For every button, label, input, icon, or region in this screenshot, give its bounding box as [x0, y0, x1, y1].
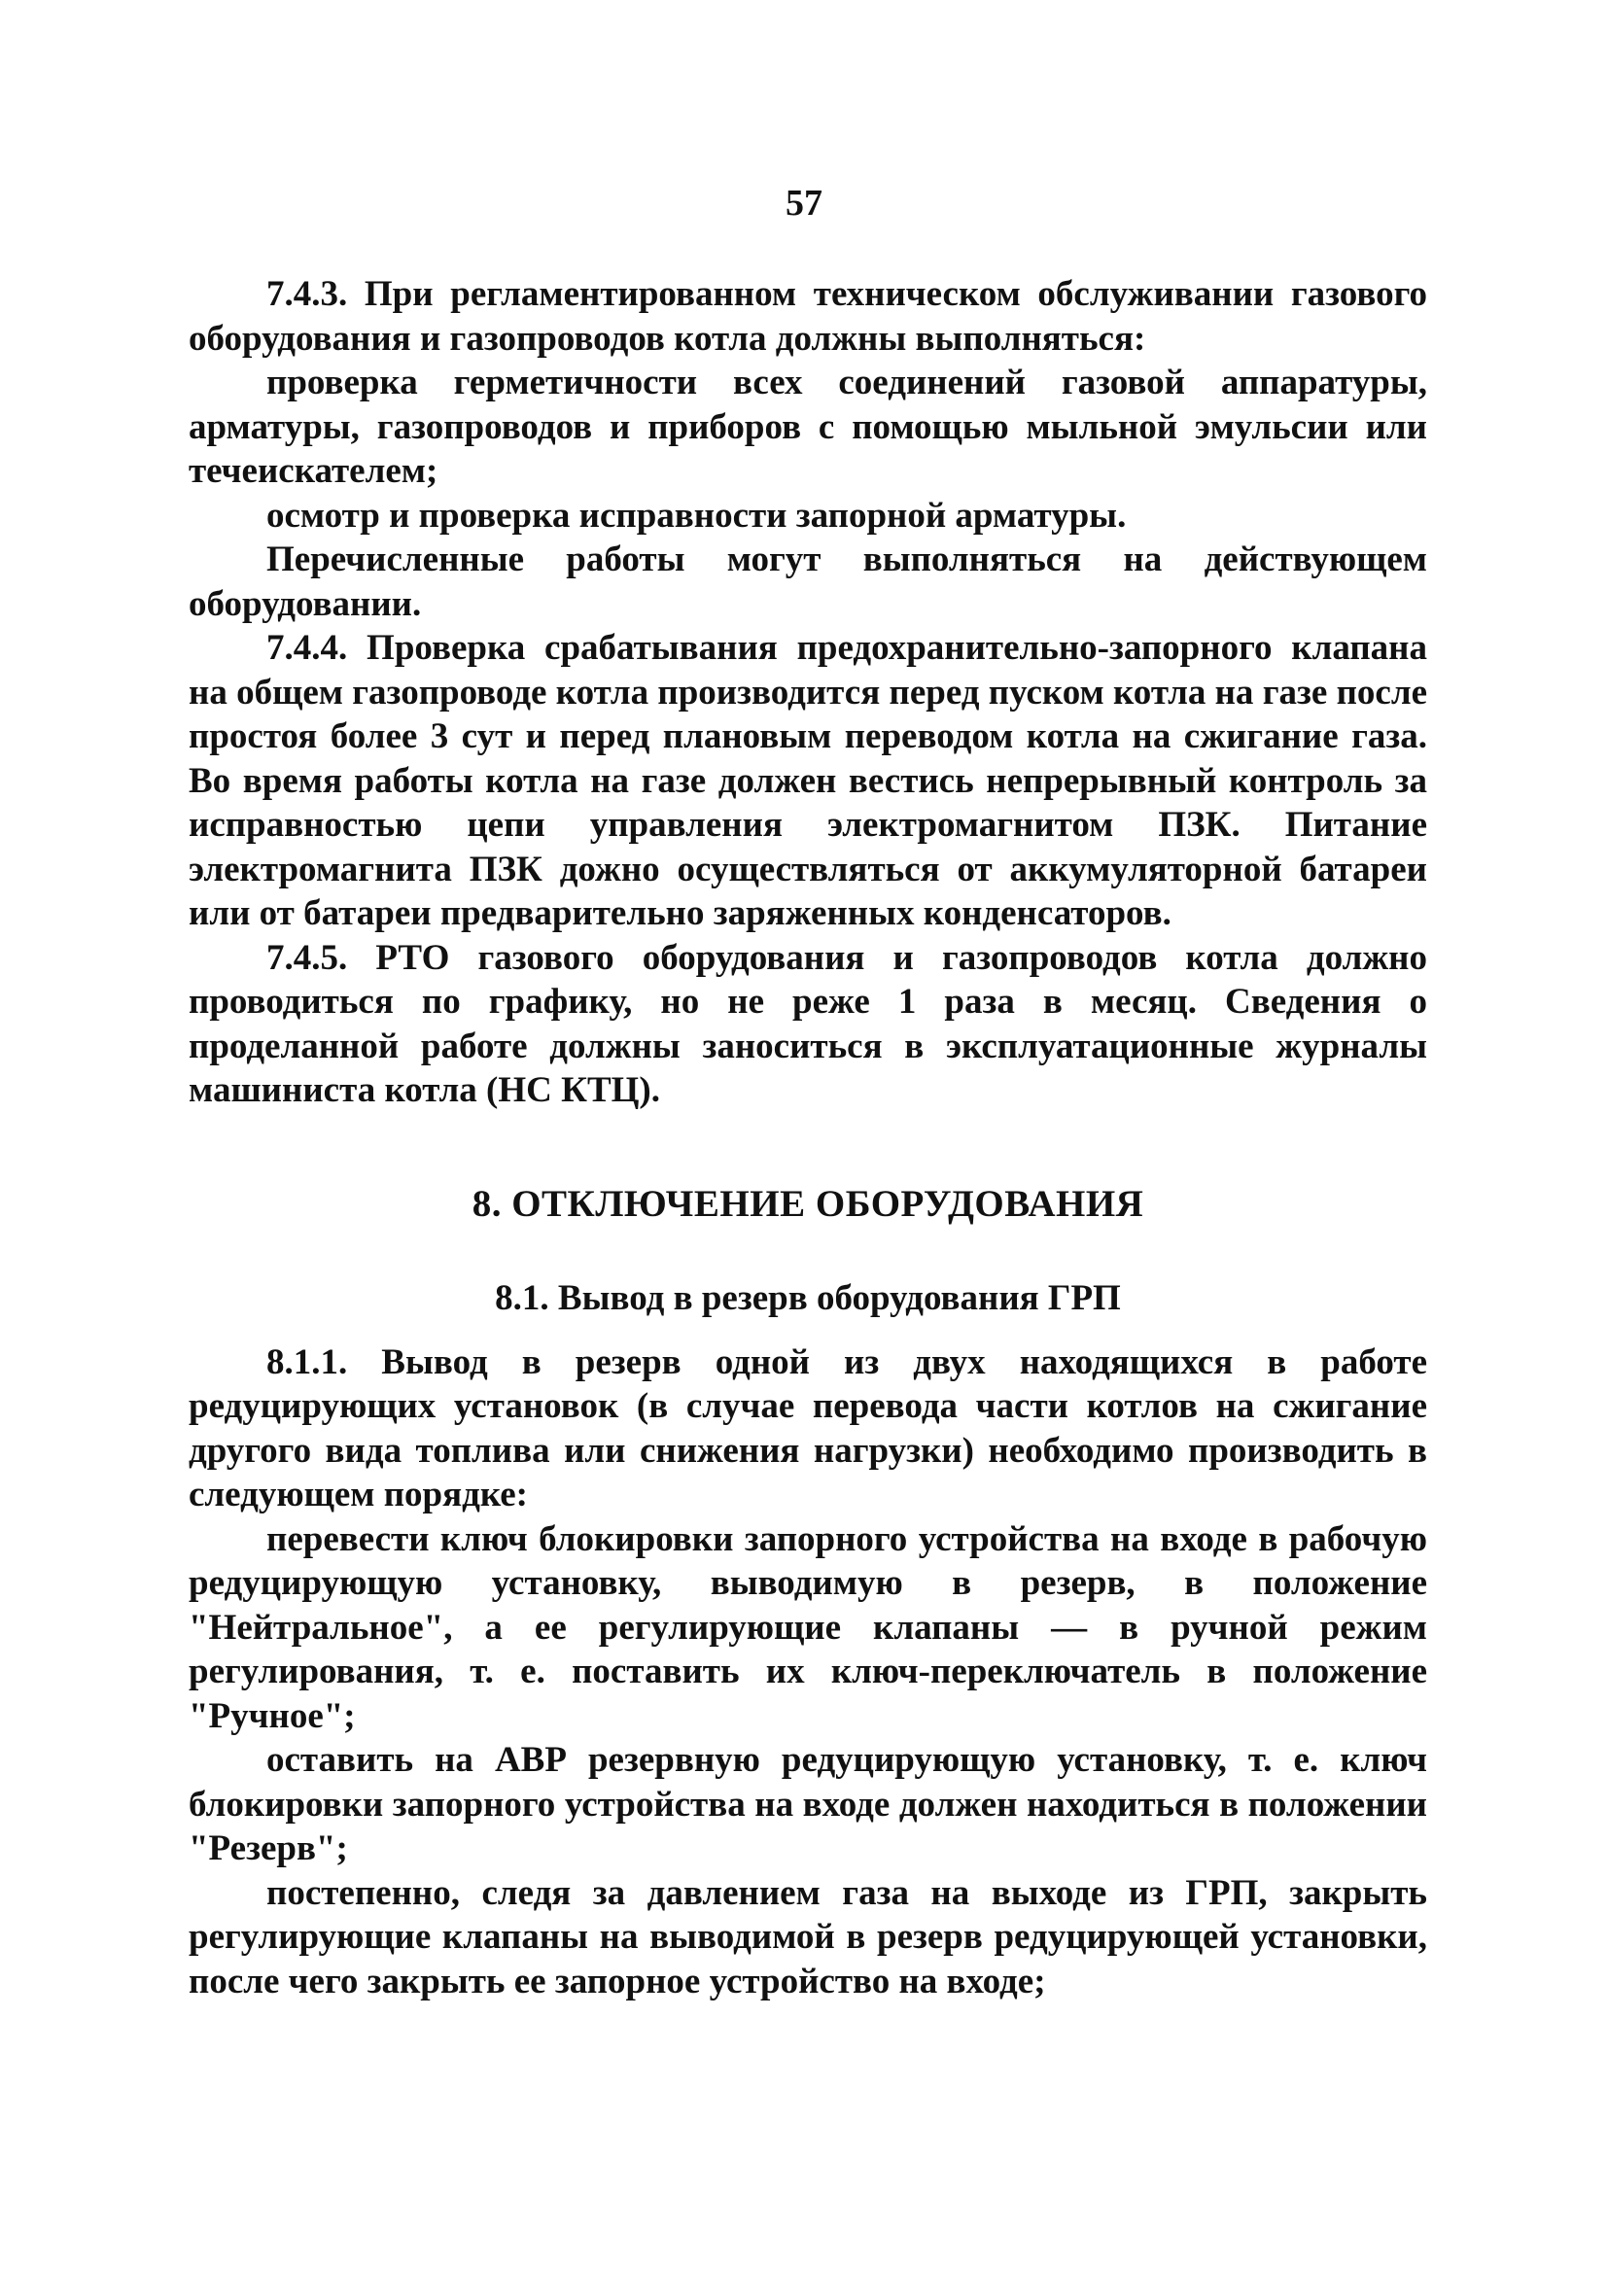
paragraph-valve-inspection: осмотр и проверка исправности запорной арматуры.	[266, 495, 1127, 536]
section-heading: 8. ОТКЛЮЧЕНИЕ ОБОРУДОВАНИЯ	[472, 1182, 1144, 1225]
paragraph-7-4-3: 7.4.3. При регламентированном техническом обслуживании газового оборудования и газопроводов котла должны выполняться:	[189, 274, 1427, 359]
paragraph-switch-key: перевести ключ блокировки запорного устройства на входе в рабочую редуцирующую установку, выводимую в резерв, в положение "Нейтральное", а ее регулирующие клапаны — в ручной режим регулирования, т. е. поставить их ключ-переключатель в положение "Ручное";	[189, 1518, 1427, 1736]
paragraph-close-valves: постепенно, следя за давлением газа на выходе из ГРП, закрыть регулирующие клапаны на выводимой в резерв редуцирующей установки, после чего закрыть ее запорное устройство на входе;	[189, 1872, 1427, 2001]
paragraph-leak-check: проверка герметичности всех соединений газовой аппаратуры, арматуры, газопроводов и приборов с помощью мыльной эмульсии или течеискателем;	[189, 363, 1427, 491]
paragraph-avr-reserve: оставить на АВР резервную редуцирующую установку, т. е. ключ блокировки запорного устройства на входе должен находиться в положении "Резерв";	[189, 1740, 1427, 1868]
paragraph-works-on-equipment: Перечисленные работы могут выполняться на действующем оборудовании.	[189, 539, 1427, 624]
paragraph-8-1-1: 8.1.1. Вывод в резерв одной из двух находящихся в работе редуцирующих установок (в случае перевода части котлов на сжигание другого вида топлива или снижения нагрузки) необходимо производить в следующем порядке:	[189, 1341, 1427, 1514]
subsection-heading: 8.1. Вывод в резерв оборудования ГРП	[495, 1277, 1121, 1318]
page-body	[189, 272, 1427, 2003]
page-number: 57	[786, 183, 822, 224]
paragraph-7-4-5: 7.4.5. РТО газового оборудования и газопроводов котла должно проводиться по графику, но не реже 1 раза в месяц. Сведения о проделанной работе должны заноситься в эксплуатационные журналы машиниста котла (НС КТЦ).	[189, 937, 1427, 1110]
paragraph-7-4-4: 7.4.4. Проверка срабатывания предохранительно-запорного клапана на общем газопроводе котла производится перед пуском котла на газе после простоя более 3 сут и перед плановым переводом котла на сжигание газа. Во время работы котла на газе должен вестись непрерывный контроль за исправностью цепи управления электромагнитом ПЗК. Питание электромагнита ПЗК дожно осуществляться от аккумуляторной батареи или от батареи предварительно заряженных конденсаторов.	[189, 628, 1427, 933]
